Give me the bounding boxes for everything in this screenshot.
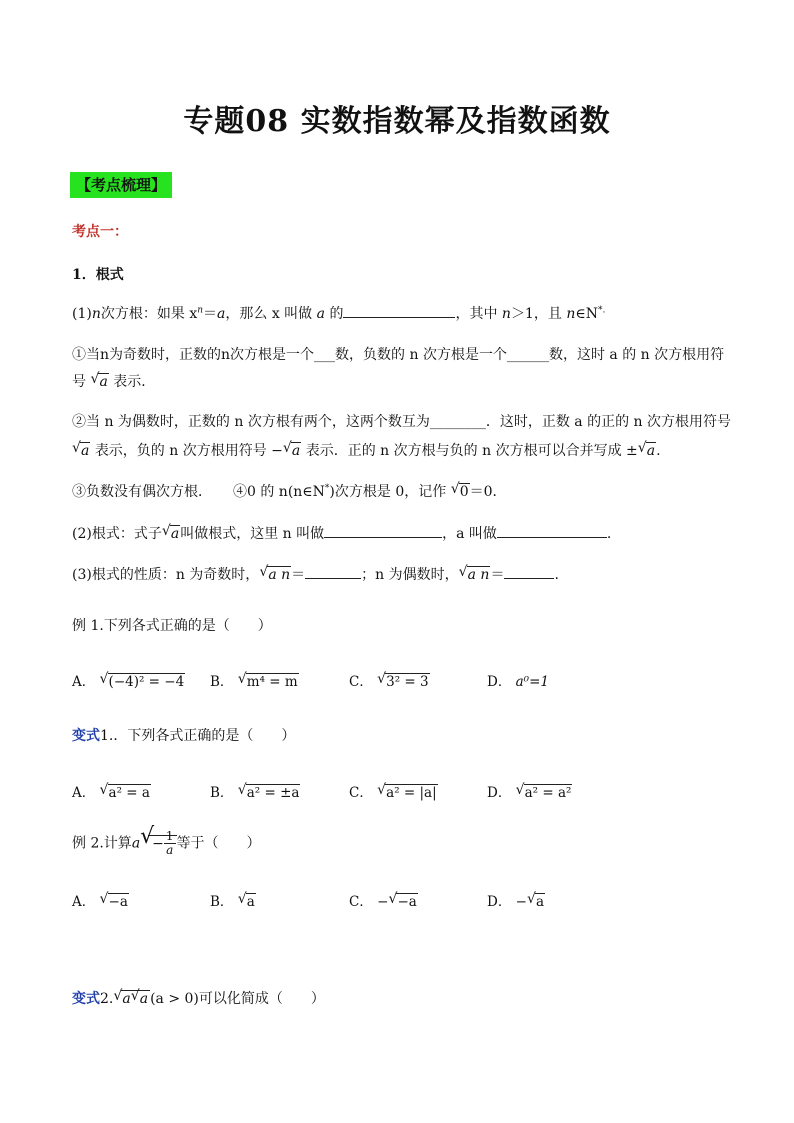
radical-definition: (2)根式：式子 √ a叫做根式，这里 n 叫做 ，a 叫做 . xyxy=(72,523,612,542)
even-root-line: ②当 n 为偶数时，正数的 n 次方根有两个，这两个数互为________．这时，正数 a 的正的 n 次方根用符号 xyxy=(72,414,731,430)
answer-blank[interactable] xyxy=(497,525,607,538)
answer-blank[interactable] xyxy=(305,566,361,579)
example-2-option-b[interactable]: B． √ a xyxy=(210,891,255,910)
answer-blank[interactable] xyxy=(324,525,442,538)
radical-expression: √ a n xyxy=(259,564,291,583)
example-1-question: 例 1.下列各式正确的是（ ） xyxy=(72,618,272,634)
variant-1-option-b[interactable]: B． √ a² = ±a xyxy=(210,782,300,801)
variant-1-option-c[interactable]: C． √ a² = |a| xyxy=(349,782,437,801)
answer-blank[interactable] xyxy=(504,566,554,579)
example-2-option-c[interactable]: C． − √ −a xyxy=(349,891,417,910)
example-1-option-b[interactable]: B． √ m⁴ = m xyxy=(210,671,298,690)
odd-root-line: ①当n为奇数时，正数的n次方根是一个___数，负数的 n 次方根是一个______数，这时 a 的 n 次方根用符 xyxy=(72,347,725,363)
odd-root-symbol-line: 号 √ a 表示． xyxy=(72,371,156,390)
page-title: 专题08 实数指数幂及指数函数 xyxy=(183,104,611,139)
plus-minus-root-symbol: √ a xyxy=(637,440,656,459)
nested-root: √ a √ a xyxy=(113,988,149,1007)
nth-root-symbol: √ a xyxy=(90,371,108,390)
radical-properties: (3)根式的性质：n 为奇数时， √ a n＝ ；n 为偶数时， √ a n＝ . xyxy=(72,564,559,583)
positive-root-symbol: √ a xyxy=(72,440,90,459)
fraction-root: √ − $\frac{1}{a}$ xyxy=(140,830,176,857)
nth-root-definition: (1)n次方根：如果 $x^n=a$，那么 x 叫做 a 的 ，其中 n＞1，且 n∈N*. xyxy=(72,305,606,322)
kaodian-heading: 考点一： xyxy=(72,224,128,240)
negative-root-symbol: √ a xyxy=(282,440,301,459)
example-1-option-d[interactable]: D． a⁰=1 xyxy=(487,674,549,690)
example-2-option-d[interactable]: D． − √ a xyxy=(487,891,544,910)
answer-blank[interactable] xyxy=(343,305,455,318)
variant-1-option-d[interactable]: D． √ a² = a² xyxy=(487,782,572,801)
example-2-question: 例 2.计算a √ − $\frac{1}{a}$ 等于（ ） xyxy=(72,824,261,857)
radical-expression: √ a n xyxy=(458,564,490,583)
radical-expression: √ a xyxy=(161,523,180,542)
variant-1-question: 变式1.．下列各式正确的是（ ） xyxy=(72,728,296,744)
variant-2-question: 变式2. √ a √ a (a > 0)可以化简成（ ） xyxy=(72,988,325,1007)
example-1-option-a[interactable]: A． √ (−4)² = −4 xyxy=(72,671,185,690)
even-root-symbol-line: √ a 表示，负的 n 次方根用符号 − √ a 表示．正的 n 次方根与负的 n 次方根可以合并写成 ± √ a. xyxy=(72,440,661,459)
variant-1-option-a[interactable]: A． √ a² = a xyxy=(72,782,150,801)
section-badge: 【考点梳理】 xyxy=(70,172,172,198)
section-heading: 1．根式 xyxy=(72,267,124,283)
zero-root-symbol: √ 0 xyxy=(450,481,469,500)
zero-root-line: ③负数没有偶次方根． ④0 的 n(n∈N*)次方根是 0，记作 √ 0＝0． xyxy=(72,481,507,500)
example-1-option-c[interactable]: C． √ 3² = 3 xyxy=(349,671,429,690)
example-2-option-a[interactable]: A． √ −a xyxy=(72,891,128,910)
